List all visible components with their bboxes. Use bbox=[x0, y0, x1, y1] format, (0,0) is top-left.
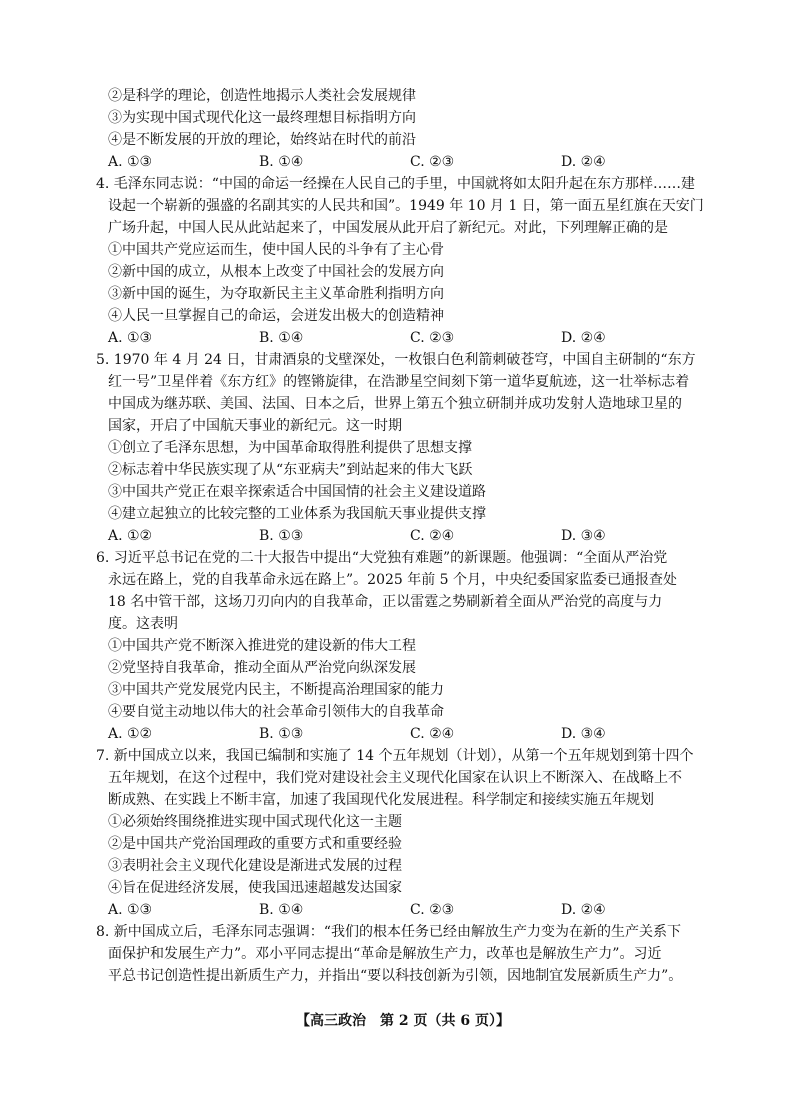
option-line: ①中国共产党不断深入推进党的建设新的伟大工程 bbox=[108, 638, 416, 654]
choice-b: B. ①④ bbox=[259, 330, 304, 346]
option-line: ③新中国的诞生，为夺取新民主主义革命胜利指明方向 bbox=[108, 286, 444, 302]
choice-d: D. ③④ bbox=[561, 726, 606, 742]
exam-content bbox=[96, 85, 712, 987]
choice-d: D. ②④ bbox=[561, 330, 606, 346]
question-stem-line: 18 名中管干部，这场刀刃向内的自我革命，正以雷霆之势刷新着全面从严治党的高度与力 bbox=[108, 594, 663, 610]
choice-d: D. ②④ bbox=[561, 154, 606, 170]
leading-options bbox=[108, 85, 712, 151]
question-7 bbox=[96, 745, 712, 921]
option-line: ①创立了毛泽东思想，为中国革命取得胜利提供了思想支撑 bbox=[108, 440, 472, 456]
option-line: ①必须始终围绕推进实现中国式现代化这一主题 bbox=[108, 814, 402, 830]
question-stem-line: 5. 1970 年 4 月 24 日，甘肃酒泉的戈壁深处，一枚银白色利箭刺破苍穹，中国自主研制的“东方 bbox=[96, 352, 696, 368]
question-stem-line: 设起一个崭新的强盛的名副其实的人民共和国”。1949 年 10 月 1 日，第一面五星红旗在天安门 bbox=[108, 198, 704, 214]
choice-b: B. ①③ bbox=[259, 726, 304, 742]
choice-b: B. ①④ bbox=[259, 902, 304, 918]
choice-a: A. ①③ bbox=[108, 902, 153, 918]
answer-choices bbox=[108, 525, 712, 547]
option-line: ③中国共产党发展党内民主，不断提高治理国家的能力 bbox=[108, 682, 444, 698]
option-line: ②党坚持自我革命，推动全面从严治党向纵深发展 bbox=[108, 660, 416, 676]
answer-choices bbox=[108, 723, 712, 745]
question-stem-line: 度。这表明 bbox=[108, 616, 178, 632]
question-stem-line: 永远在路上，党的自我革命永远在路上”。2025 年前 5 个月，中央纪委国家监委已通报查处 bbox=[108, 572, 678, 588]
choice-c: C. ②③ bbox=[410, 330, 455, 346]
question-8 bbox=[96, 921, 712, 987]
choice-c: C. ②③ bbox=[410, 154, 455, 170]
choice-b: B. ①③ bbox=[259, 528, 304, 544]
question-stem-line: 广场升起，中国人民从此站起来了，中国发展从此开启了新纪元。对此，下列理解正确的是 bbox=[108, 220, 668, 236]
option-line: ①中国共产党应运而生，使中国人民的斗争有了主心骨 bbox=[108, 242, 444, 258]
choice-d: D. ③④ bbox=[561, 528, 606, 544]
choice-d: D. ②④ bbox=[561, 902, 606, 918]
question-stem-line: 红一号”卫星伴着《东方红》的铿锵旋律，在浩渺星空间刻下第一道华夏航迹，这一壮举标志着 bbox=[108, 374, 690, 390]
answer-choices bbox=[108, 899, 712, 921]
choice-c: C. ②④ bbox=[410, 528, 455, 544]
question-6 bbox=[96, 547, 712, 745]
question-stem-line: 6. 习近平总书记在党的二十大报告中提出“大党独有难题”的新课题。他强调：“全面从严治党 bbox=[96, 550, 668, 566]
choice-a: A. ①③ bbox=[108, 154, 153, 170]
question-4 bbox=[96, 173, 712, 349]
answer-choices bbox=[108, 151, 712, 173]
option-line: ③中国共产党正在艰辛探索适合中国国情的社会主义建设道路 bbox=[108, 484, 486, 500]
option-line: ④建立起独立的比较完整的工业体系为我国航天事业提供支撑 bbox=[108, 506, 486, 522]
question-5 bbox=[96, 349, 712, 547]
answer-choices bbox=[108, 327, 712, 349]
choice-a: A. ①③ bbox=[108, 330, 153, 346]
choice-a: A. ①② bbox=[108, 528, 153, 544]
option-line: ②是科学的理论，创造性地揭示人类社会发展规律 bbox=[108, 88, 416, 104]
question-stem-line: 断成熟、在实践上不断丰富，加速了我国现代化发展进程。科学制定和接续实施五年规划 bbox=[108, 792, 654, 808]
choice-c: C. ②④ bbox=[410, 726, 455, 742]
option-line: ③为实现中国式现代化这一最终理想目标指明方向 bbox=[108, 110, 416, 126]
question-stem-line: 平总书记创造性提出新质生产力，并指出“要以科技创新为引领，因地制宜发展新质生产力”。 bbox=[108, 968, 683, 984]
question-stem-line: 面保护和发展生产力”。邓小平同志提出“革命是解放生产力，改革也是解放生产力”。习近 bbox=[108, 946, 662, 962]
page-footer: 【高三政治 第 2 页（共 6 页）】 bbox=[296, 1013, 510, 1029]
option-line: ③表明社会主义现代化建设是渐进式发展的过程 bbox=[108, 858, 402, 874]
question-stem-line: 4. 毛泽东同志说：“中国的命运一经操在人民自己的手里，中国就将如太阳升起在东方那样……建 bbox=[96, 176, 695, 192]
option-line: ④要自觉主动地以伟大的社会革命引领伟大的自我革命 bbox=[108, 704, 444, 720]
choice-a: A. ①② bbox=[108, 726, 153, 742]
option-line: ②新中国的成立，从根本上改变了中国社会的发展方向 bbox=[108, 264, 444, 280]
choice-c: C. ②③ bbox=[410, 902, 455, 918]
option-line: ④旨在促进经济发展，使我国迅速超越发达国家 bbox=[108, 880, 402, 896]
option-line: ②是中国共产党治国理政的重要方式和重要经验 bbox=[108, 836, 402, 852]
question-stem-line: 国家，开启了中国航天事业的新纪元。这一时期 bbox=[108, 418, 402, 434]
question-stem-line: 7. 新中国成立以来，我国已编制和实施了 14 个五年规划（计划），从第一个五年规划到第十四个 bbox=[96, 748, 694, 764]
question-stem-line: 五年规划，在这个过程中，我们党对建设社会主义现代化国家在认识上不断深入、在战略上不 bbox=[108, 770, 682, 786]
option-line: ④人民一旦掌握自己的命运，会迸发出极大的创造精神 bbox=[108, 308, 444, 324]
question-stem-line: 中国成为继苏联、美国、法国、日本之后，世界上第五个独立研制并成功发射人造地球卫星的 bbox=[108, 396, 682, 412]
option-line: ④是不断发展的开放的理论，始终站在时代的前沿 bbox=[108, 132, 416, 148]
choice-b: B. ①④ bbox=[259, 154, 304, 170]
option-line: ②标志着中华民族实现了从“东亚病夫”到站起来的伟大飞跃 bbox=[108, 462, 473, 478]
question-stem-line: 8. 新中国成立后，毛泽东同志强调：“我们的根本任务已经由解放生产力变为在新的生产关系下 bbox=[96, 924, 681, 940]
